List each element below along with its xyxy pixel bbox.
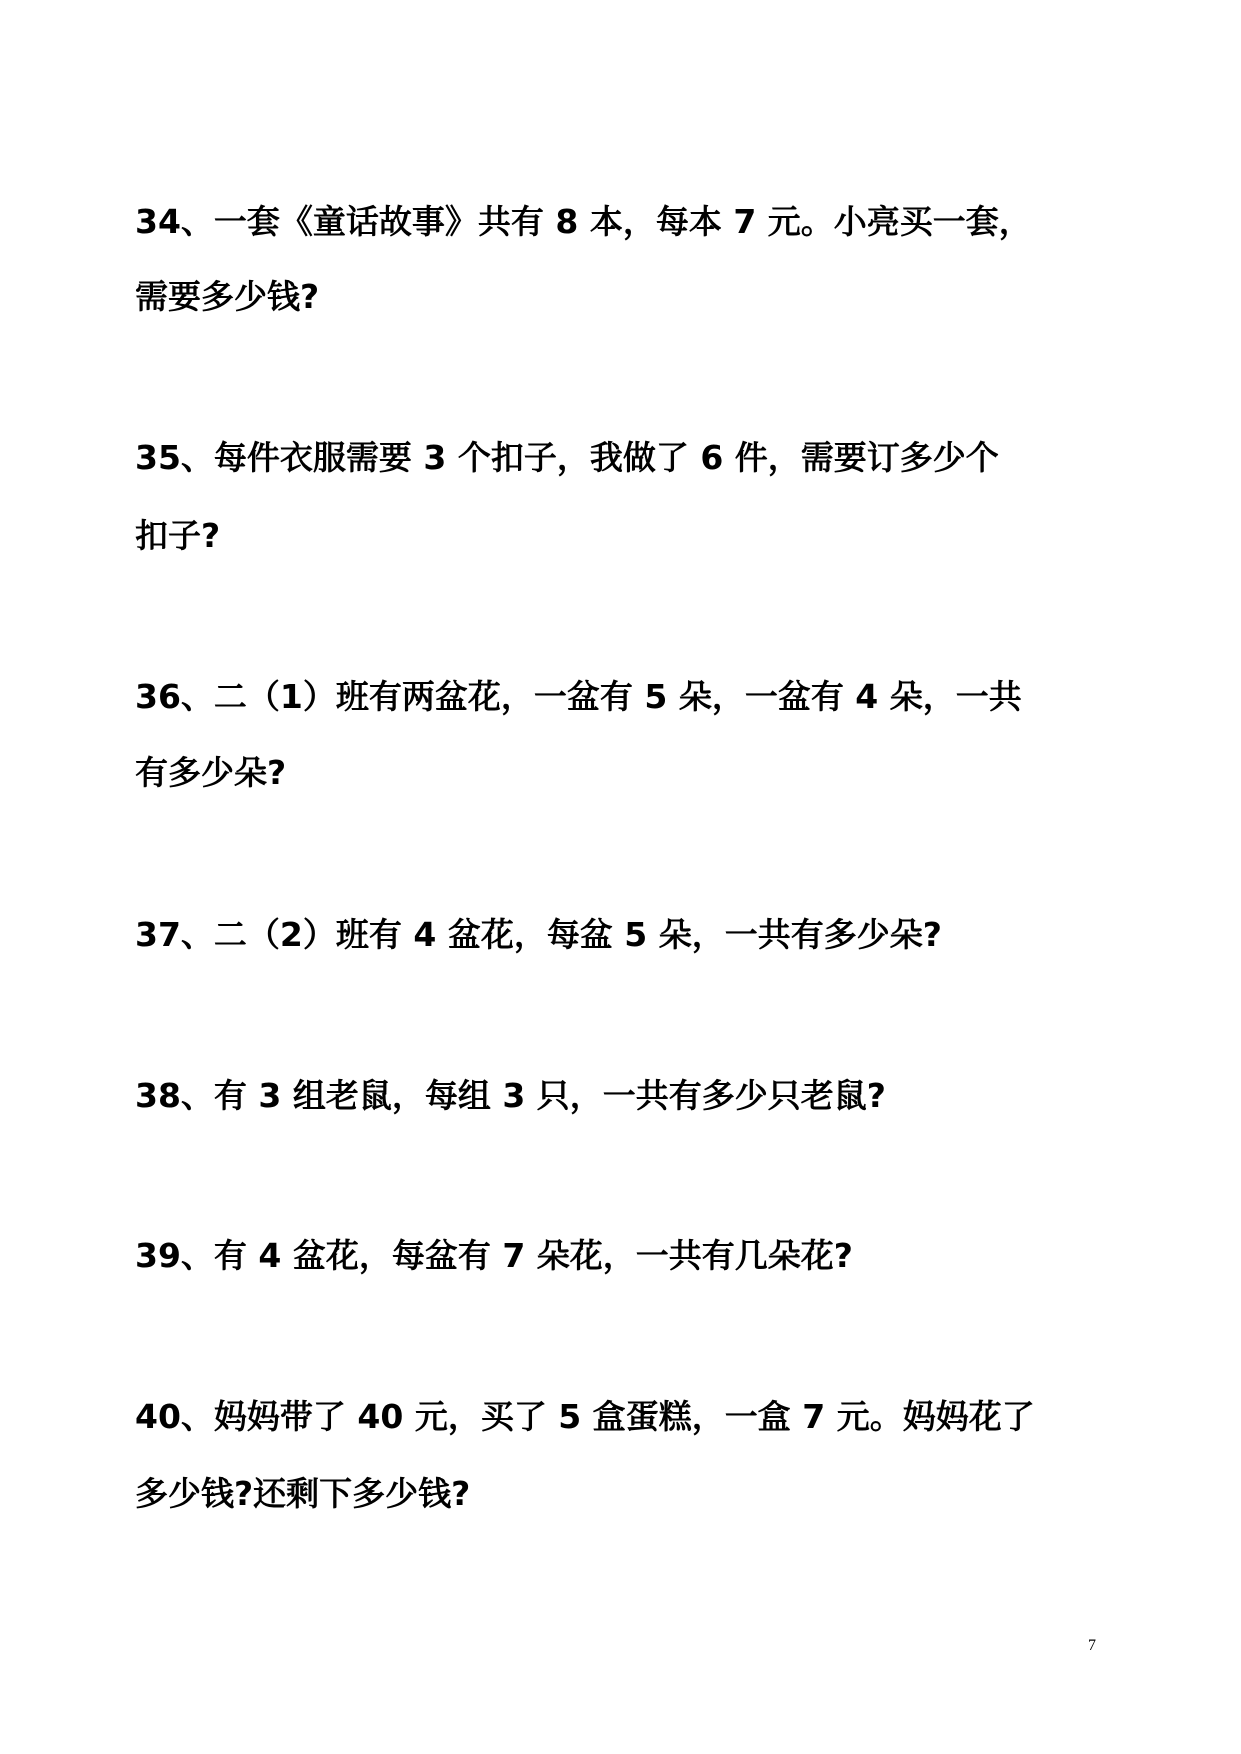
problem-40-line-2: 多少钱?还剩下多少钱? <box>135 1474 471 1513</box>
problem-38-line-1: 38、有 3 组老鼠，每组 3 只，一共有多少只老鼠? <box>135 1076 886 1115</box>
page-number: 7 <box>1088 1637 1096 1654</box>
problem-36-line-2: 有多少朵? <box>135 753 287 792</box>
problem-37-line-1: 37、二（2）班有 4 盆花，每盆 5 朵，一共有多少朵? <box>135 915 942 954</box>
problem-34-line-1: 34、一套《童话故事》共有 8 本，每本 7 元。小亮买一套， <box>135 202 1032 241</box>
problem-36-line-1: 36、二（1）班有两盆花，一盆有 5 朵，一盆有 4 朵，一共 <box>135 677 1022 716</box>
problem-34-line-2: 需要多少钱? <box>135 277 320 316</box>
problem-40-line-1: 40、妈妈带了 40 元，买了 5 盒蛋糕，一盒 7 元。妈妈花了 <box>135 1397 1035 1436</box>
problem-39-line-1: 39、有 4 盆花，每盆有 7 朵花，一共有几朵花? <box>135 1236 853 1275</box>
problem-35-line-2: 扣子? <box>135 516 221 555</box>
problem-35-line-1: 35、每件衣服需要 3 个扣子，我做了 6 件，需要订多少个 <box>135 438 999 477</box>
